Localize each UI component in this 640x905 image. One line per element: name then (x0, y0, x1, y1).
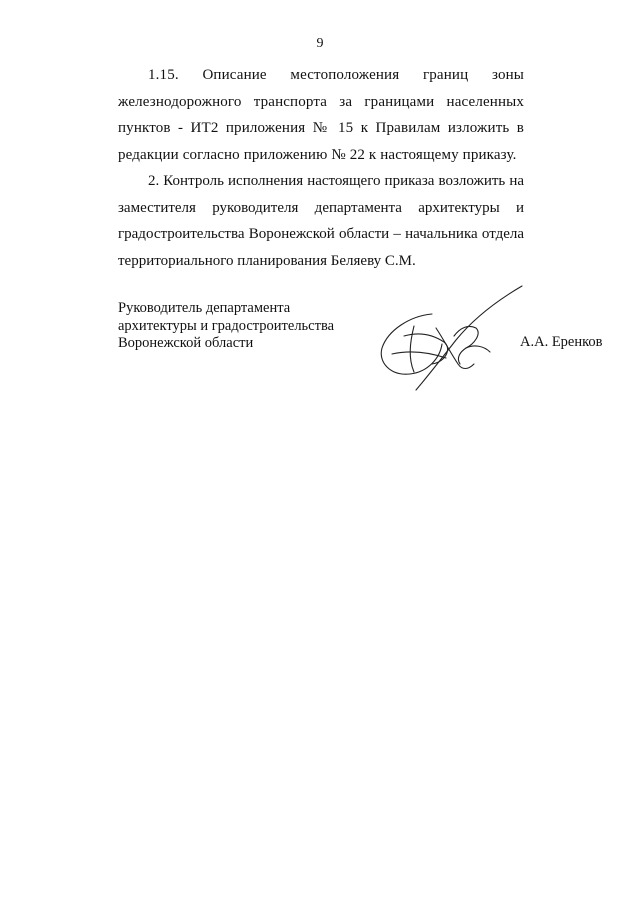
signatory-title-line: архитектуры и градостроительства (118, 317, 335, 334)
handwritten-signature (370, 278, 530, 398)
signatory-title-line: Руководитель департамента (118, 300, 291, 316)
signer-name: А.А. Еренков (520, 334, 603, 350)
page-number: 9 (316, 36, 324, 51)
paragraph-1-15: 1.15. Описание местоположения границ зоны железнодорожного транспорта за границами населенных пунктов - ИТ2 приложения № 15 к Правилам изложить в редакции согласно приложению № 22 к настоящему приказу. (118, 67, 524, 163)
document-body (118, 62, 524, 274)
signatory-title (118, 300, 334, 353)
paragraph-2: 2. Контроль исполнения настоящего приказа возложить на заместителя руководителя департамента архитектуры и градостроительства Воронежской области – начальника отдела территориального планирования Беляеву С.М. (118, 173, 524, 269)
signatory-title-line: Воронежской области (118, 335, 254, 351)
